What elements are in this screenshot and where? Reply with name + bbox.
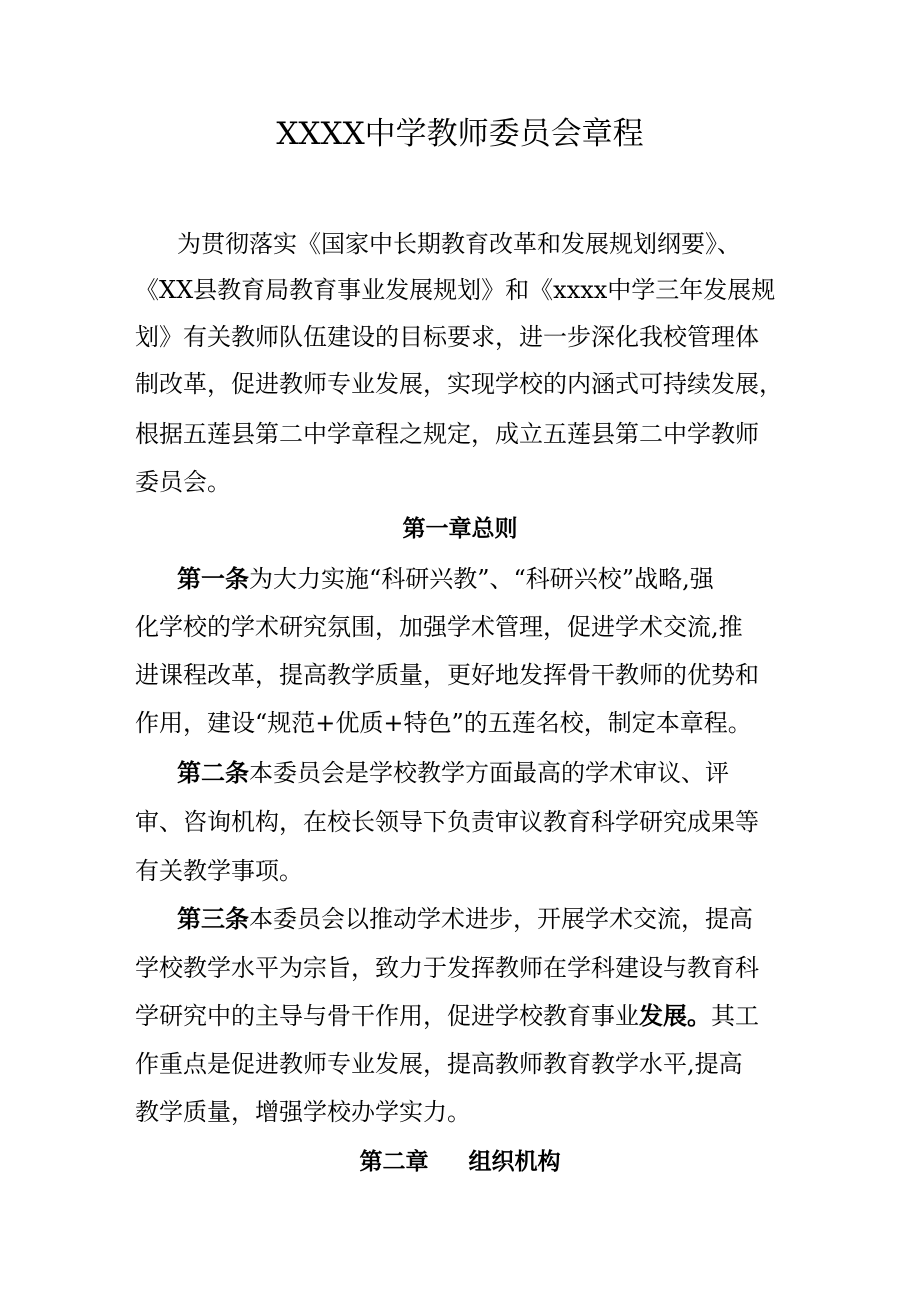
- article-2-text: 本委员会是学校教学方面最高的学术审议、评: [249, 759, 729, 787]
- chapter-2-heading: [0, 1145, 920, 1179]
- article-1-line: 作用，建设“规范+优质+特色”的五莲名校，制定本章程。: [135, 709, 752, 737]
- article-2-line: 有关教学事项。: [135, 857, 303, 885]
- article-2-label: 第二条: [177, 759, 249, 787]
- article-3-line: 教学质量，增强学校办学实力。: [135, 1098, 471, 1126]
- chapter-1-heading: 第一章总则: [402, 516, 518, 542]
- article-2-line: [177, 756, 729, 790]
- article-1-label: 第一条: [177, 565, 249, 593]
- article-3-line: [177, 902, 753, 936]
- document-title: XXXX中学教师委员会章程: [276, 116, 644, 152]
- article-3-line: 学校教学水平为宗旨，致力于发挥教师在学科建设与教育科: [135, 954, 759, 982]
- article-3-line: 作重点是促进教师专业发展，提高教师教育教学水平,提高: [135, 1050, 743, 1078]
- chapter-2-number: 第二章: [359, 1149, 429, 1175]
- article-3-label: 第三条: [177, 905, 249, 933]
- article-1-text: 为大力实施“科研兴教”、“科研兴校”战略,强: [249, 565, 714, 593]
- article-2-line: 审、咨询机构，在校长领导下负责审议教育科学研究成果等: [135, 808, 759, 836]
- preamble-line: 委员会。: [135, 468, 231, 496]
- article-3-text: 本委员会以推动学术进步，开展学术交流，提高: [249, 905, 753, 933]
- chapter-2-title: 组织机构: [468, 1149, 561, 1175]
- article-1-line: 化学校的学术研究氛围，加强学术管理，促进学术交流,推: [135, 613, 743, 641]
- article-3-text: 其工: [711, 1002, 759, 1030]
- preamble-line: 为贯彻落实《国家中长期教育改革和发展规划纲要》、: [177, 230, 741, 258]
- article-3-line: [135, 999, 759, 1033]
- preamble-line: 根据五莲县第二中学章程之规定，成立五莲县第二中学教师: [135, 420, 759, 448]
- article-1-line: [177, 562, 714, 596]
- preamble-line: 划》有关教师队伍建设的目标要求，进一步深化我校管理体: [135, 323, 759, 351]
- article-3-text: 学研究中的主导与骨干作用，促进学校教育事业: [135, 1002, 639, 1030]
- preamble-line: 制改革，促进教师专业发展，实现学校的内涵式可持续发展，: [135, 370, 783, 398]
- preamble-line: 《XX县教育局教育事业发展规划》和《xxxx中学三年发展规: [135, 276, 776, 304]
- article-1-line: 进课程改革，提高教学质量，更好地发挥骨干教师的优势和: [135, 661, 759, 689]
- article-3-bold-text: 发展。: [639, 1002, 711, 1030]
